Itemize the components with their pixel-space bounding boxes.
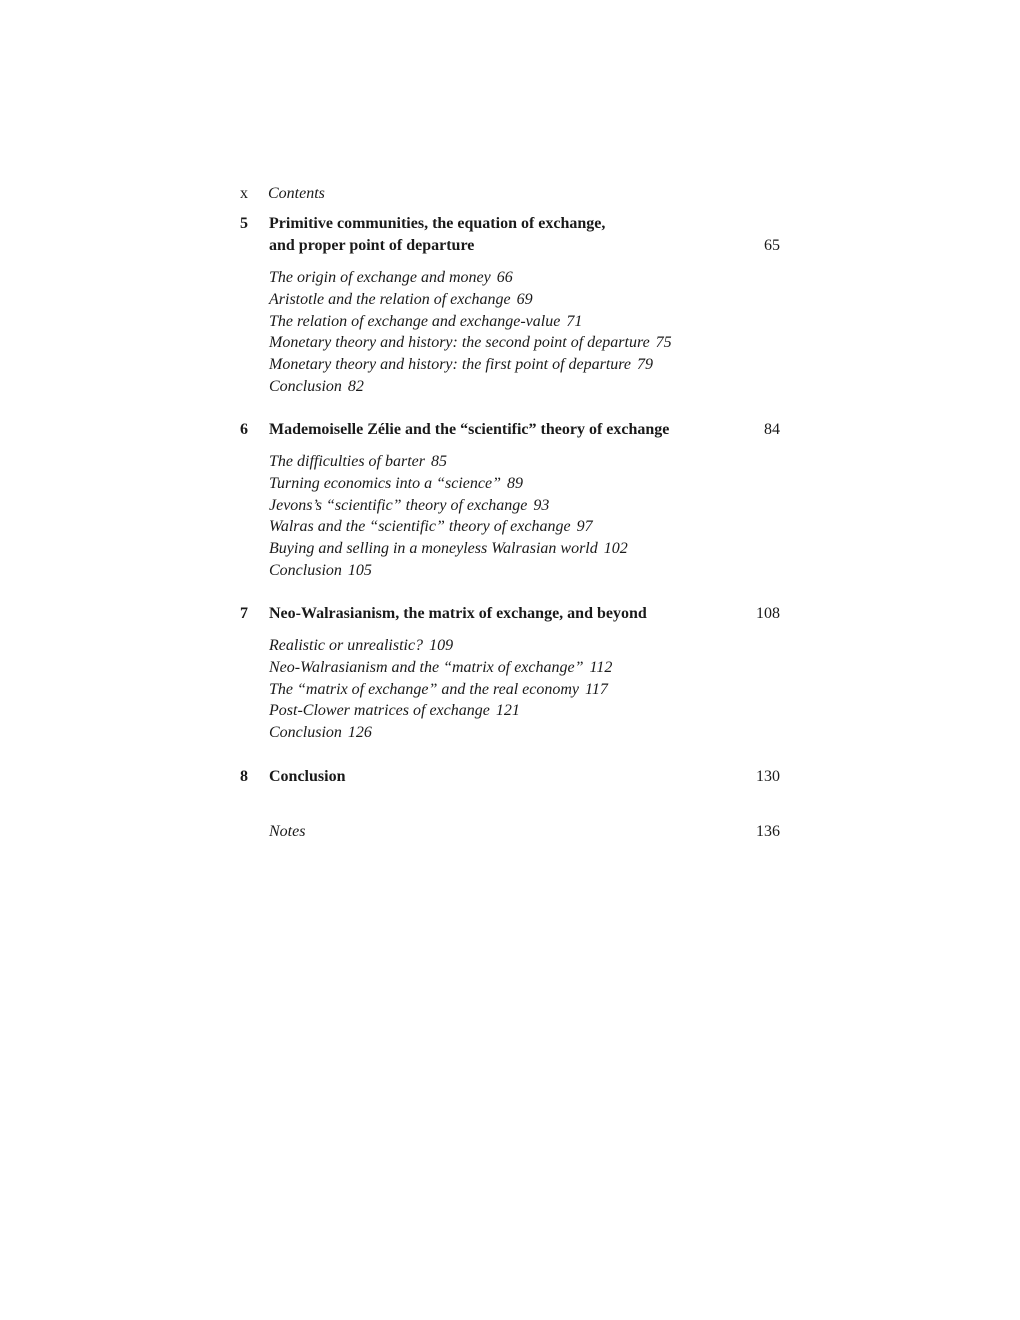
- running-head-title: Contents: [268, 185, 325, 202]
- section-page-number: 69: [516, 290, 533, 308]
- chapter-title-line: Neo-Walrasianism, the matrix of exchange, and beyond: [269, 605, 647, 622]
- section-page-number: 102: [603, 540, 628, 558]
- chapter-title: [269, 419, 739, 441]
- section-title: Realistic or unrealistic?: [269, 637, 424, 654]
- chapter-title: [269, 213, 709, 257]
- section-title: Conclusion: [269, 377, 342, 395]
- section-page-number: 105: [347, 561, 372, 579]
- section-entry: [269, 289, 672, 311]
- chapter-title-line: Primitive communities, the equation of exchange,: [269, 215, 606, 232]
- chapter-page-number: 130: [756, 768, 780, 785]
- section-entry: [269, 267, 672, 289]
- section-entry: [269, 538, 628, 560]
- section-title: The difficulties of barter: [269, 453, 425, 470]
- section-title: Conclusion: [269, 724, 342, 742]
- section-title: Post-Clower matrices of exchange: [269, 702, 490, 720]
- chapter-number: 6: [240, 421, 248, 438]
- chapter-page-number: 84: [764, 421, 780, 438]
- chapter-number: 5: [240, 215, 248, 232]
- section-entry: [269, 451, 628, 473]
- section-entry: [269, 332, 672, 354]
- section-page-number: 71: [566, 312, 583, 330]
- section-entry: [269, 560, 628, 582]
- chapter-title-line: Conclusion: [269, 768, 346, 785]
- section-entry: [269, 722, 612, 744]
- section-page-number: 117: [585, 680, 608, 698]
- section-page-number: 82: [347, 377, 364, 395]
- section-entry: [269, 700, 612, 722]
- section-page-number: 93: [533, 496, 550, 514]
- section-entry: [269, 495, 628, 517]
- section-title: Buying and selling in a moneyless Walrasian world: [269, 540, 598, 558]
- section-entry: [269, 311, 672, 333]
- section-title: Walras and the “scientific” theory of exchange: [269, 518, 571, 536]
- chapter-title: [269, 766, 709, 788]
- section-page-number: 79: [637, 356, 654, 374]
- section-title: The relation of exchange and exchange-value: [269, 312, 561, 330]
- section-page-number: 112: [589, 658, 613, 676]
- section-title: Conclusion: [269, 561, 342, 579]
- section-title: Monetary theory and history: the first point of departure: [269, 356, 632, 374]
- section-title: Monetary theory and history: the second point of departure: [269, 334, 650, 352]
- section-entry: [269, 679, 612, 701]
- section-title: Jevons’s “scientific” theory of exchange: [269, 496, 528, 514]
- chapter-number: 7: [240, 605, 248, 622]
- section-entry: [269, 516, 628, 538]
- section-list: [269, 635, 612, 744]
- section-page-number: 126: [347, 724, 372, 742]
- section-page-number: 121: [495, 702, 520, 720]
- running-head: [240, 184, 325, 204]
- chapter-number: 8: [240, 768, 248, 785]
- chapter-page-number: 65: [764, 237, 780, 254]
- page-folio: x: [240, 185, 248, 202]
- section-entry: [269, 354, 672, 376]
- section-page-number: 85: [431, 453, 447, 470]
- section-title: Turning economics into a “science”: [269, 474, 501, 492]
- section-title: The “matrix of exchange” and the real economy: [269, 680, 580, 698]
- section-page-number: 97: [576, 518, 593, 536]
- section-list: [269, 451, 628, 582]
- section-entry: [269, 657, 612, 679]
- section-title: Neo-Walrasianism and the “matrix of exchange”: [269, 658, 584, 676]
- section-title: Aristotle and the relation of exchange: [269, 290, 511, 308]
- notes-label: Notes: [269, 823, 306, 840]
- section-list: [269, 267, 672, 398]
- section-entry: [269, 635, 612, 657]
- section-page-number: 89: [506, 474, 523, 492]
- chapter-page-number: 108: [756, 605, 780, 622]
- section-page-number: 75: [655, 334, 672, 352]
- section-entry: [269, 376, 672, 398]
- section-entry: [269, 473, 628, 495]
- chapter-title-line: and proper point of departure: [269, 237, 475, 254]
- notes-page-number: 136: [756, 823, 780, 840]
- chapter-title-line: Mademoiselle Zélie and the “scientific” theory of exchange: [269, 421, 670, 438]
- section-title: The origin of exchange and money: [269, 269, 491, 286]
- section-page-number: 109: [429, 637, 454, 654]
- section-page-number: 66: [496, 269, 513, 286]
- chapter-title: [269, 603, 739, 625]
